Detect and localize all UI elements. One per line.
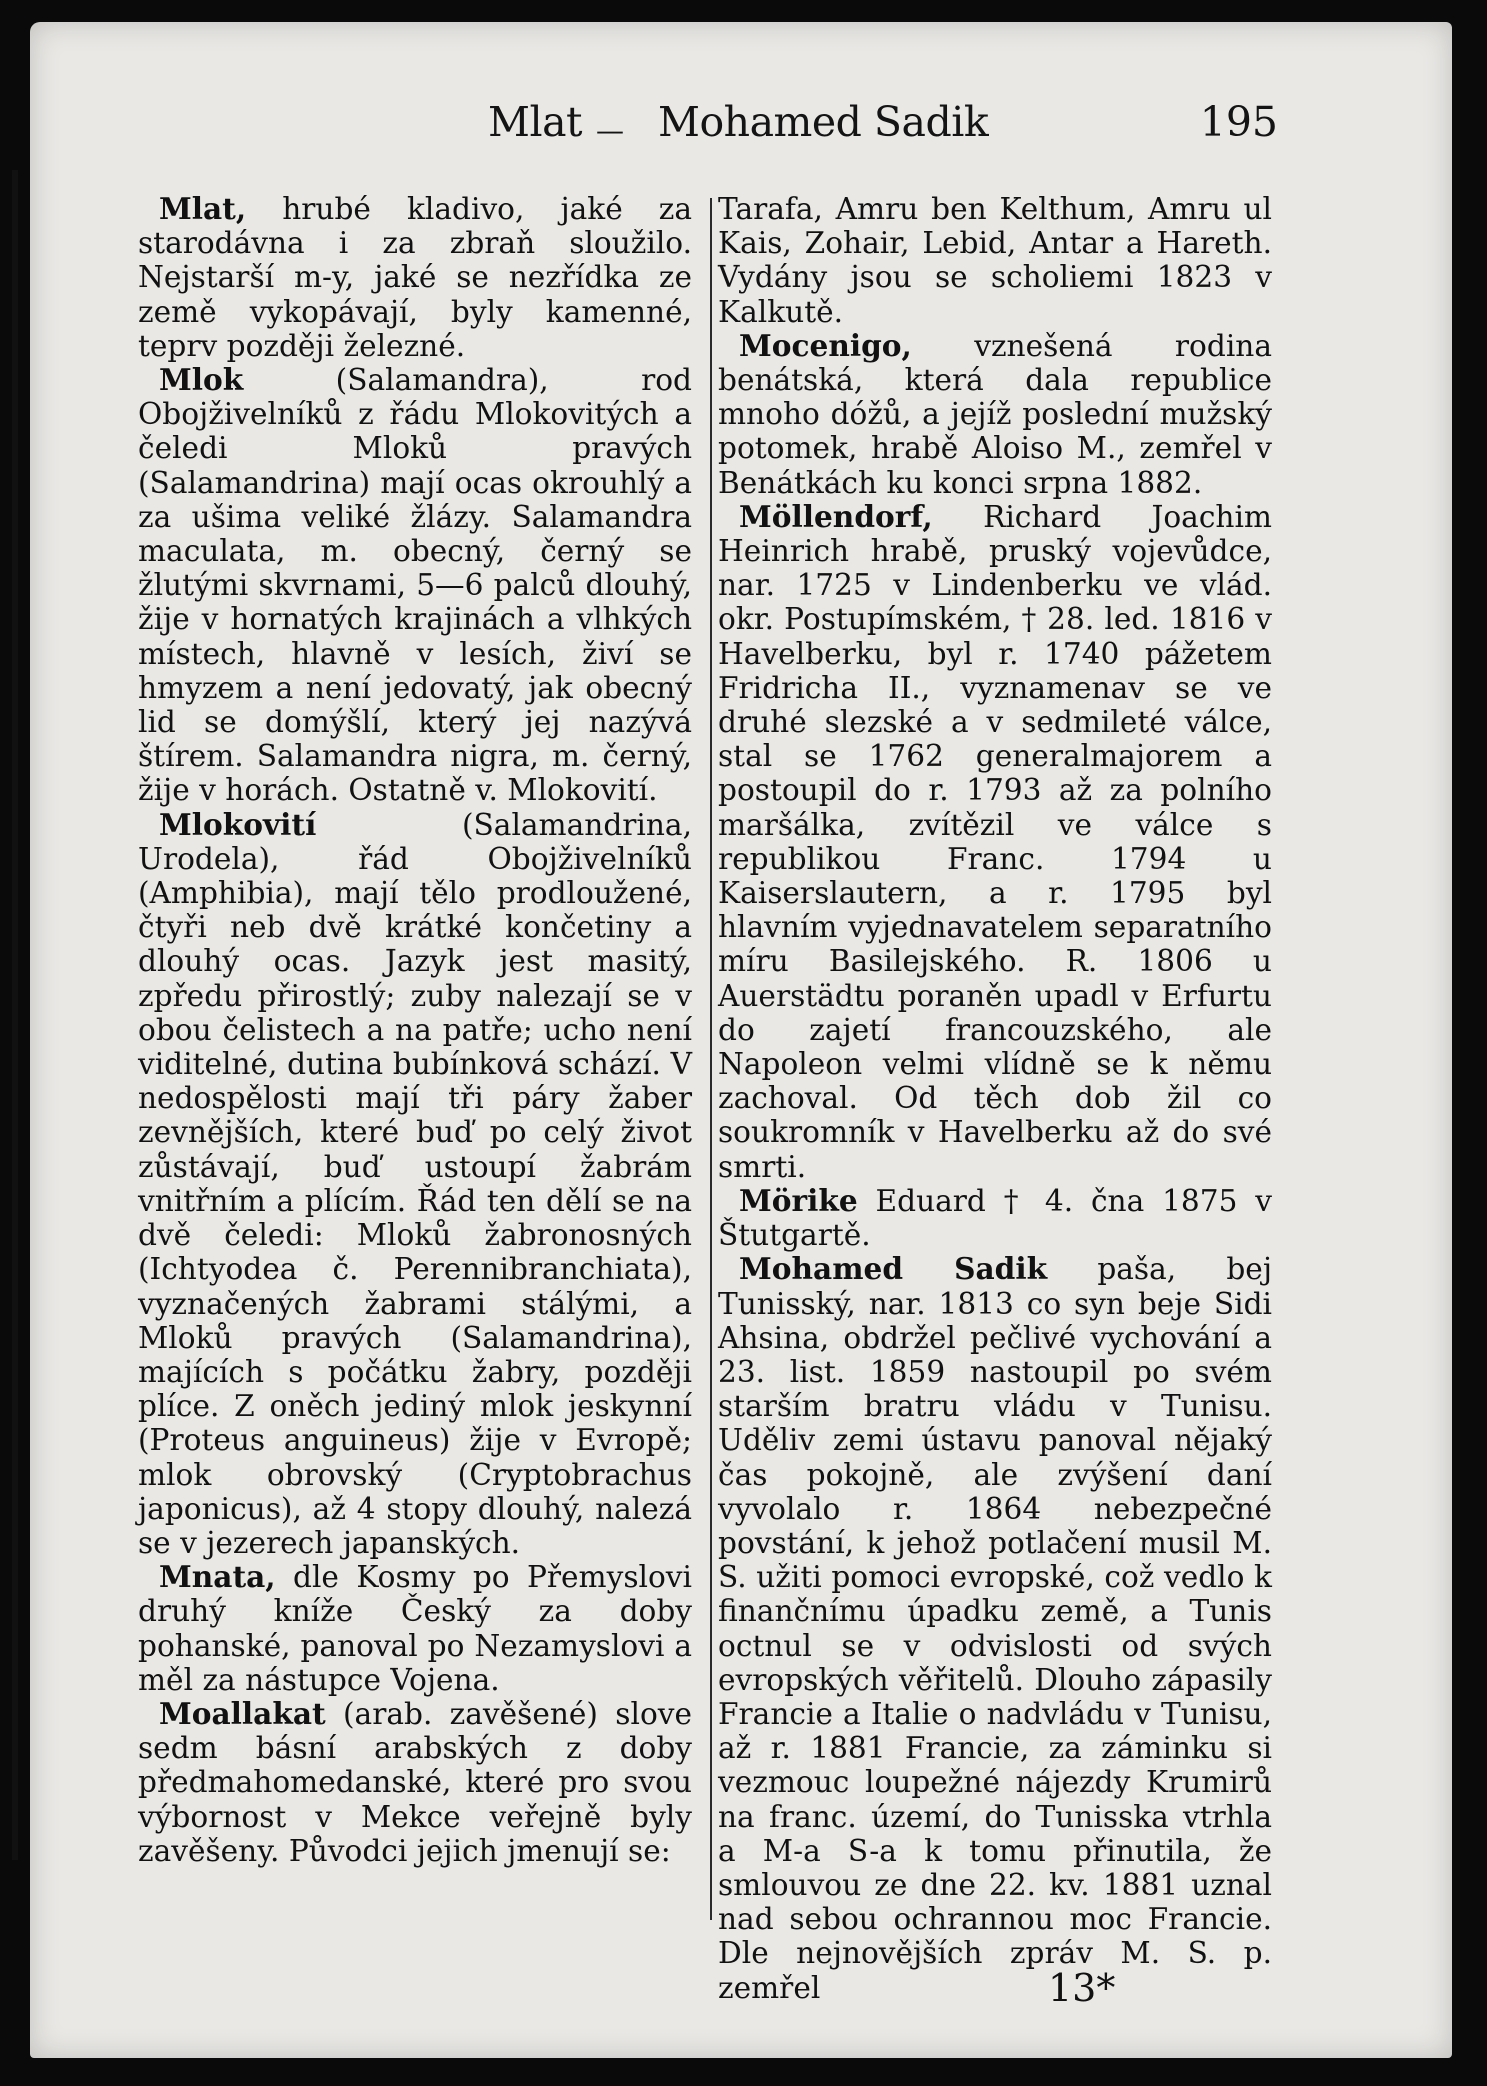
headword: Mnata, xyxy=(159,1559,276,1595)
entry-text: hrubé kladivo, jaké za starodávna i za zbraň sloužilo. Nejstarší m-y, jaké se nezřídka ze země vykopávají, byly kamenné, teprv později železné. xyxy=(138,192,692,363)
binding-edge xyxy=(12,170,18,1860)
entry-morike xyxy=(718,1184,1272,1252)
entry-mollendorf xyxy=(718,500,1272,1184)
entry-mnata xyxy=(138,1560,692,1697)
entry-text: (Salamandrina, Urodela), řád Obojživelníků (Amphibia), mají tělo prodloužené, čtyři neb dvě krátké končetiny a dlouhý ocas. Jazyk jest masitý, zpředu přirostlý; zuby nalezají se v obou čelistech a na patře; ucho není viditelné, dutina bubínková schází. V nedospělosti mají tři páry žaber zevnějších, které buď po celý život zůstávají, buď ustoupí žabrám vnitřním a plícím. Řád ten dělí se na dvě čeledi: Mloků žabronosných (Ichtyodea č. Perennibranchiata), vyznačených žabrami stálými, a Mloků pravých (Salamandrina), majících s počátku žabry, později plíce. Z oněch jediný mlok jeskynní (Proteus anguineus) žije v Evropě; mlok obrovský (Cryptobrachus japonicus), až 4 stopy dlouhý, nalezá se v jezerech japanských. xyxy=(138,807,692,1560)
entry-text: Tarafa, Amru ben Kelthum, Amru ul Kais, Zohair, Lebid, Antar a Hareth. Vydány jsou se scholiemi 1823 v Kalkutě. xyxy=(718,192,1272,329)
entry-mohamed-sadik xyxy=(718,1252,1272,2004)
entry-moallakat-continued xyxy=(718,192,1272,329)
entry-mlokoviti xyxy=(138,808,692,1560)
column-divider xyxy=(710,198,712,1920)
header-right-term: Mohamed Sadik xyxy=(658,98,989,146)
header-separator: — xyxy=(596,114,624,147)
entry-text: paša, bej Tunisský, nar. 1813 co syn beje Sidi Ahsina, obdržel pečlivé vychování a 23. list. 1859 nastoupil po svém starším bratru vládu v Tunisu. Uděliv zemi ústavu panoval nějaký čas pokojně, ale zvýšení daní vyvolalo r. 1864 nebezpečné povstání, k jehož potlačení musil M. S. užiti pomoci evropské, což vedlo k finančnímu úpadku země, a Tunis octnul se v odvislosti od svých evropských věřitelů. Dlouho zápasily Francie a Italie o nadvládu v Tunisu, až r. 1881 Francie, za záminku si vezmouc loupežné nájezdy Krumirů na franc. území, do Tunisska vtrhla a M-a S-a k tomu přinutila, že smlouvou ze dne 22. kv. 1881 uznal nad sebou ochrannou moc Francie. Dle nejnovějších zpráv M. S. p. zemřel xyxy=(718,1252,1273,2005)
right-column xyxy=(718,192,1272,2005)
entry-text: vznešená rodina benátská, která dala republice mnoho dóžů, a jejíž poslední mužský potomek, hrabě Aloiso M., zemřel v Benátkách ku konci srpna 1882. xyxy=(718,328,1272,500)
entry-mlok xyxy=(138,363,692,808)
running-header xyxy=(488,98,1288,158)
headword: Mlat, xyxy=(159,191,247,226)
headword: Mlokovití xyxy=(159,806,317,842)
headword: Mörike xyxy=(739,1182,858,1218)
page-number: 195 xyxy=(1199,98,1278,146)
header-left-term: Mlat xyxy=(488,98,583,146)
headword: Moallakat xyxy=(159,1695,326,1731)
left-column xyxy=(138,192,692,1868)
headword: Mlok xyxy=(159,362,244,398)
entry-text: (arab. zavěšené) slove sedm básní arabských z doby předmahomedanské, které pro svou výbornost v Mekce veřejně byly zavěšeny. Původci jejich jmenují se: xyxy=(138,1696,692,1868)
entry-text: (Salamandra), rod Obojživelníků z řádu Mlokovitých a čeledi Mloků pravých (Salamandrina) mají ocas okrouhlý a za ušima veliké žlázy. Salamandra maculata, m. obecný, černý se žlutými skvrnami, 5—6 palců dlouhý, žije v hornatých krajinách a vlhkých místech, hlavně v lesích, živí se hmyzem a není jedovatý, jak obecný lid se domýšlí, který jej nazývá štírem. Salamandra nigra, m. černý, žije v horách. Ostatně v. Mlokovití. xyxy=(138,363,692,808)
entry-text: dle Kosmy po Přemyslovi druhý kníže Český za doby pohanské, panoval po Nezamyslovi a měl za nástupce Vojena. xyxy=(138,1560,692,1697)
headword: Mohamed Sadik xyxy=(739,1251,1048,1287)
entry-text: Eduard † 4. čna 1875 v Štutgartě. xyxy=(718,1183,1272,1253)
entry-mlat xyxy=(138,192,692,363)
headword: Mocenigo, xyxy=(739,327,912,363)
entry-mocenigo xyxy=(718,329,1272,500)
signature-mark: 13* xyxy=(1048,1966,1116,2010)
headword: Möllendorf, xyxy=(739,498,933,534)
entry-text: Richard Joachim Heinrich hrabě, pruský vojevůdce, nar. 1725 v Lindenberku ve vlád. okr. Postupímském, † 28. led. 1816 v Havelberku, byl r. 1740 pážetem Fridricha II., vyznamenav se ve druhé slezské a v sedmileté válce, stal se 1762 generalmajorem a postoupil do r. 1793 až za polního maršálka, zvítězil ve válce s republikou Franc. 1794 u Kaiserslautern, a r. 1795 byl hlavním vyjednavatelem separatního míru Basilejského. R. 1806 u Auerstädtu poraněn upadl v Erfurtu do zajetí francouzského, ale Napoleon velmi vlídně se k němu zachoval. Od těch dob žil co soukromník v Havelberku až do své smrti. xyxy=(718,499,1272,1184)
entry-moallakat xyxy=(138,1697,692,1868)
